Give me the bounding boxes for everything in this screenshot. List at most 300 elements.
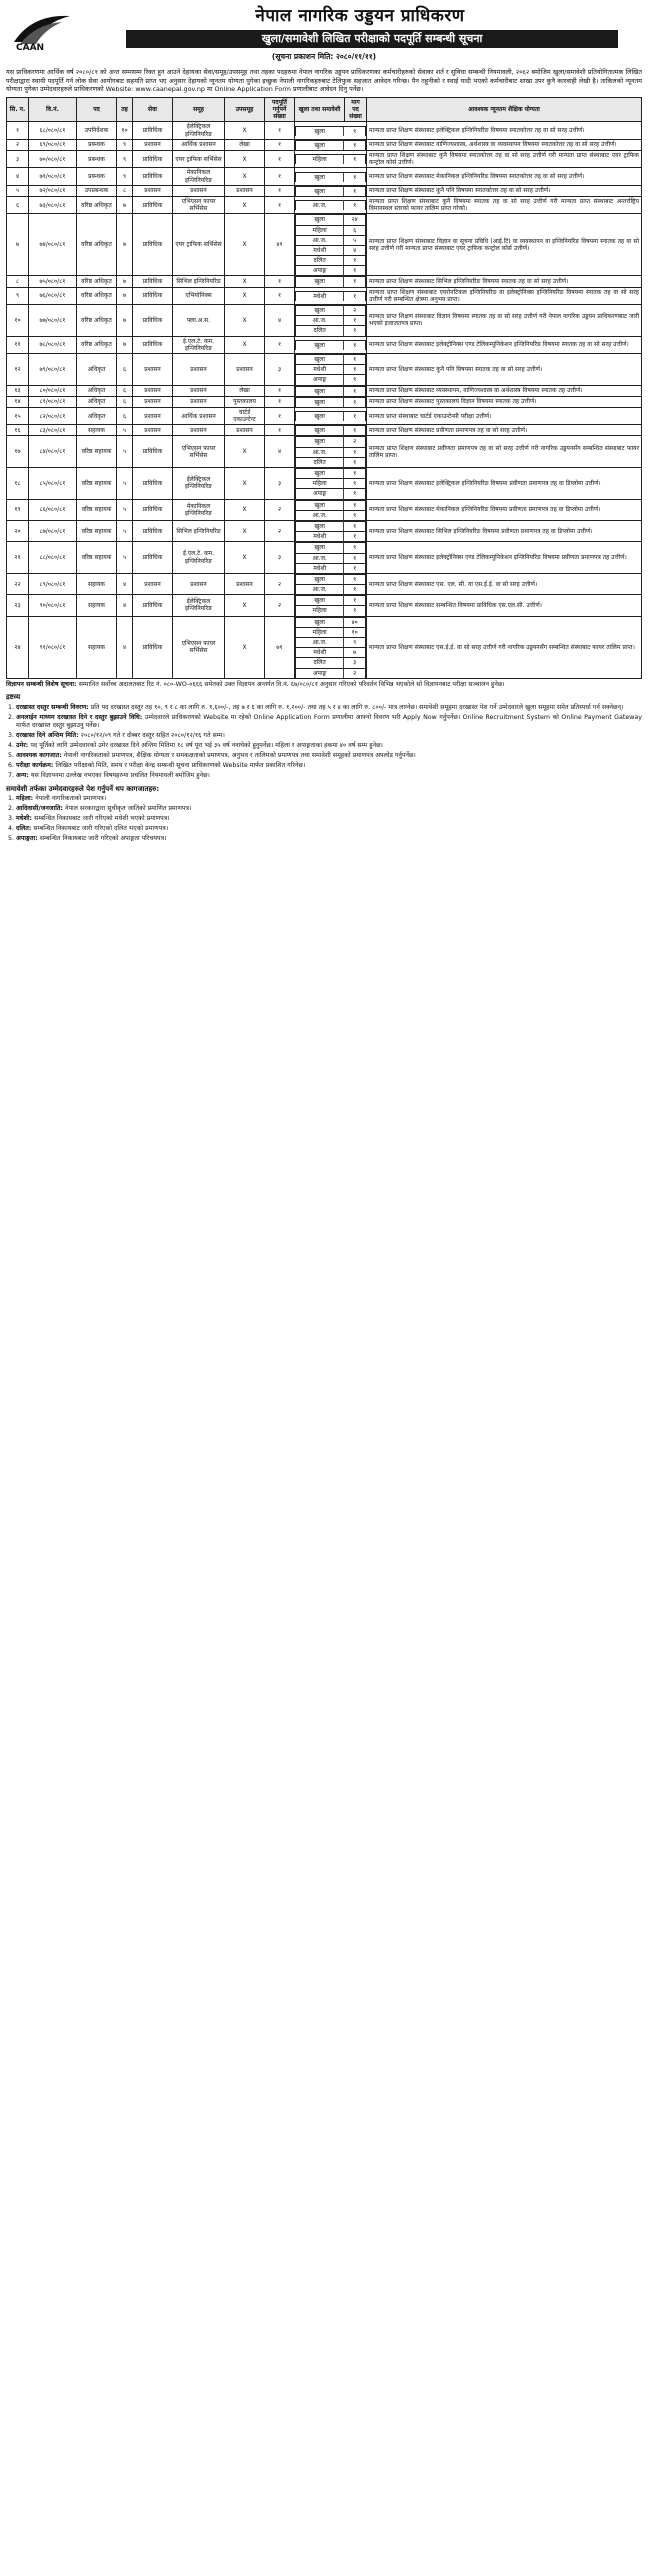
serial-number-cell: ५ [7,185,29,196]
advert-number-cell: ७५/०८०/८१ [29,276,77,287]
qualification-cell: मान्यता प्राप्त शिक्षण संस्थाबाट इलेक्ट्रिकल इन्जिनियरिङ विषयमा प्रवीणता प्रमाणपत्र तह वा डिप्लोमा उत्तीर्ण। [367,468,642,500]
quota-cell [295,520,367,541]
table-row [7,353,642,385]
group-cell: फ्ला.अ.स. [173,305,225,337]
total-posts-cell: १ [265,196,295,213]
note-text: उम्मेदवारले प्राधिकरणको Website मा रहेको Online Application Form प्रणालीमा आफ्नो विवरण भरी Apply Now गर्नुपर्नेछ। Online Recruitment System को Online Payment Gateway मार्फत दरखास्त दस्तुर बुझाउनु पर्नेछ। [16,713,642,730]
quota-count: १ [344,155,366,165]
service-cell: प्राविधिक [133,499,173,520]
total-posts-cell: १ [265,276,295,287]
total-posts-cell: ४ [265,436,295,468]
quota-cell [295,305,367,337]
quota-count: १ [344,375,366,385]
subgroup-cell: X [225,305,265,337]
group-cell: प्रशासन [173,396,225,407]
quota-count: १ [344,277,366,287]
advert-number-cell: ८९/०८०/८१ [29,573,77,594]
serial-number-cell: ९ [7,287,29,304]
post-cell: सहायक [77,573,117,594]
group-cell: प्रशासन [173,353,225,385]
level-cell: ५ [117,499,133,520]
quota-count: १ [344,186,366,196]
qualification-cell: मान्यता प्राप्त शिक्षण संस्थाबाट कुनै विषयमा स्नातक तह वा सो सरह उत्तीर्ण गरी मान्यता प्राप्त संस्थाबाट अन्तर्राष्ट्रिय विमानस्थल स्तरको फायर तालिम प्राप्त गरेको। [367,196,642,213]
post-cell: वरिष्ठ अधिकृत [77,305,117,337]
subgroup-cell: X [225,122,265,139]
serial-number-cell: १७ [7,436,29,468]
table-row [7,151,642,168]
quota-category: मधेशी [296,532,344,542]
caan-logo [10,8,74,52]
quota-category: महिला [296,627,344,637]
quota-count: ४ [344,245,366,255]
quota-count: १ [344,426,366,436]
group-cell: मेकानिकल इन्जिनियरिङ [173,168,225,185]
quota-count: १ [344,585,366,595]
group-cell: प्रशासन [173,425,225,436]
group-cell: सिभिल इन्जिनियरिङ [173,276,225,287]
group-cell: प्रशासन [173,573,225,594]
serial-number-cell: २४ [7,616,29,678]
total-posts-cell: ७१ [265,616,295,678]
level-cell: ५ [117,425,133,436]
serial-number-cell: ७ [7,214,29,276]
advert-number-cell: ७४/०८०/८१ [29,214,77,276]
quota-category: खुला [296,340,344,350]
subgroup-cell: प्रशासन [225,573,265,594]
level-cell: ७ [117,214,133,276]
qualification-cell: मान्यता प्राप्त शिक्षण संस्थाबाट कुनै पनि विषयमा स्नातकोत्तर तह वा सो सरह उत्तीर्ण। [367,185,642,196]
quota-count: १ [344,126,366,136]
quota-category: खुला [296,126,344,136]
quota-category: मधेशी [296,648,344,658]
qualification-cell: मान्यता प्राप्त शिक्षण संस्थाबाट वाणिज्यशास्त्र, अर्थशास्त्र वा व्यवस्थापन विषयमा स्नातकोत्तर तह वा सो सरह उत्तीर्ण। [367,139,642,150]
quota-count: २ [344,668,366,678]
quota-count: ३ [344,658,366,668]
group-cell: ईलेक्ट्रिकल इन्जिनियरिङ [173,468,225,500]
quota-category: आ.ज. [296,235,344,245]
quota-category: खुला [296,412,344,422]
table-row [7,436,642,468]
notice-header [6,4,642,64]
service-cell: प्राविधिक [133,287,173,304]
level-cell: ७ [117,287,133,304]
note-label: अपाङ्गता: [16,834,38,842]
quota-count: १ [344,201,366,211]
total-posts-cell: १ [265,425,295,436]
service-cell: प्रशासन [133,385,173,396]
quota-category: महिला [296,606,344,616]
note-text: सम्बन्धित निकायबाट जारी गरिएको दलित भएको प्रमाणपत्र। [33,824,169,832]
quota-category: खुला [296,426,344,436]
level-cell: ५ [117,542,133,574]
service-cell: प्राविधिक [133,520,173,541]
quota-cell [295,396,367,407]
post-cell: उपनिर्देशक [77,122,117,139]
quota-count: १ [344,266,366,276]
note-item [16,742,642,751]
subgroup-cell: लेखा [225,385,265,396]
quota-count: २ [344,437,366,447]
post-cell: उपप्रबन्धक [77,185,117,196]
group-cell: ई.एल.टे. कम. इन्जिनियरिङ [173,542,225,574]
quota-category: खुला [296,186,344,196]
total-posts-cell: २ [265,499,295,520]
subgroup-cell: X [225,595,265,616]
qualification-cell: मान्यता प्राप्त शिक्षण संस्थाबाट मेकानिकल इन्जिनियरिङ विषयमा स्नातकोत्तर तह वा सो सरह उत्तीर्ण। [367,168,642,185]
quota-count: १ [344,397,366,407]
quota-cell [295,168,367,185]
qualification-cell: मान्यता प्राप्त शिक्षण संस्थाबाट पुस्तकालय विज्ञान विषयमा स्नातक तह उत्तीर्ण। [367,396,642,407]
advert-number-cell: ६९/०८०/८१ [29,139,77,150]
quota-category: आ.ज. [296,510,344,520]
note-item [16,805,642,814]
serial-number-cell: ८ [7,276,29,287]
quota-count: १ [344,354,366,364]
quota-category: मधेशी [296,291,344,301]
level-cell: ६ [117,396,133,407]
post-cell: सहायक [77,425,117,436]
note-item [16,795,642,804]
table-row [7,468,642,500]
quota-category: खुला [296,277,344,287]
advert-number-cell: ७०/०८०/८१ [29,151,77,168]
group-cell: एयर ट्राफिक सर्भिसेस [173,151,225,168]
table-row [7,407,642,424]
service-cell: प्रशासन [133,139,173,150]
subgroup-cell: X [225,616,265,678]
table-row [7,214,642,276]
note-text: सम्बन्धित निकायबाट जारी गरिएको अपाङ्गता परिचयपत्र। [39,834,167,842]
subgroup-cell: पुस्तकालय [225,396,265,407]
quota-cell [295,407,367,424]
subgroup-cell: X [225,276,265,287]
service-cell: प्राविधिक [133,542,173,574]
subgroup-cell: X [225,214,265,276]
post-cell: वरिष्ठ सहायक [77,436,117,468]
note-label: दरखास्त दिने अन्तिम मिति: [16,732,79,740]
table-row [7,287,642,304]
total-posts-cell: १ [265,407,295,424]
advert-number-cell: ८४/०८०/८१ [29,436,77,468]
quota-category: दलित [296,658,344,668]
quota-cell [295,542,367,574]
service-cell: प्रशासन [133,396,173,407]
qualification-cell: मान्यता प्राप्त शिक्षण संस्थाबाट सिभिल इन्जिनियरिङ विषयमा प्रवीणता प्रमाणपत्र तह वा डिप्लोमा उत्तीर्ण। [367,520,642,541]
note-item [16,762,642,771]
quota-category: अपाङ्ग [296,375,344,385]
quota-count: १ [344,510,366,520]
serial-number-cell: २२ [7,573,29,594]
organization-name: नेपाल नागरिक उड्डयन प्राधिकरण [255,6,465,26]
note-label: दरखास्त दस्तुर सम्बन्धी विवरण: [16,703,89,711]
quota-category: मधेशी [296,563,344,573]
instructions-title: द्रष्टव्य [6,693,21,702]
quota-count: १ [344,479,366,489]
service-cell: प्राविधिक [133,595,173,616]
post-cell: अधिकृत [77,407,117,424]
subgroup-cell: X [225,468,265,500]
level-cell: ४ [117,573,133,594]
quota-count: ६ [344,225,366,235]
quota-category: खुला [296,437,344,447]
advert-number-cell: ७९/०८०/८१ [29,353,77,385]
service-cell: प्राविधिक [133,616,173,678]
quota-category: खुला [296,386,344,396]
advert-number-cell: ७१/०८०/८१ [29,168,77,185]
post-cell: अधिकृत [77,353,117,385]
group-cell: आर्थिक प्रशासन [173,407,225,424]
note-item [16,835,642,844]
subgroup-cell: X [225,287,265,304]
advert-number-cell: ७२/०८०/८१ [29,185,77,196]
subgroup-cell: X [225,196,265,213]
quota-category: खुला [296,306,344,316]
note-text: यस विज्ञापनमा उल्लेख नभएका विषयहरुमा प्रचलित नियमावली बमोजिम हुनेछ। [30,772,210,780]
level-cell: ४ [117,595,133,616]
qualification-cell: मान्यता प्राप्त शिक्षण संस्थाबाट व्यवस्थापन, वाणिज्यशास्त्र वा अर्थशास्त्र विषयमा स्नातक तह उत्तीर्ण। [367,385,642,396]
quota-category: अपाङ्ग [296,266,344,276]
post-cell: अधिकृत [77,385,117,396]
subgroup-cell: X [225,336,265,353]
advert-number-cell: ९१/०८०/८१ [29,616,77,678]
note-label: आदिवासी/जनजाति: [16,804,63,812]
note-label: मधेशी: [16,814,33,822]
intro-paragraph: यस प्राधिकरणमा आर्थिक वर्ष २०८०/८१ को अन्त सम्मसम्म रिक्त हुन आउने देहायका सेवा/समूह/उपसमूह तथा तहका पदहरुमा नेपाल नागरिक उड्डयन प्राधिकरणका कर्मचारीहरुको सेवाका शर्त र सुविधा सम्बन्धी नियमावली, २०६२ बमोजिम खुला/समावेशी प्रतियोगितात्मक लिखित परीक्षाद्वारा स्थायी पदपूर्ति गर्न लोक सेवा आयोगबाट सहमति प्राप्त भए अनुसार देहायको न्यूनतम योग्यता पुगेका इच्छुक नेपाली नागरिकहरुबाट टेलिफुक सहजात आवेदन गरिन्छ। पैन तहूनीको र स्थाई यादी भएको कर्मचारीबाट शाखा उपर कुनै कारवाही लेखी है। ताकिलको न्यूनतम योग्यता पुगेका उम्मेदवारहरुले प्राधिकरणको Website: www.caanepal.gov.np मा Online Application Form प्रणालीबाट आवेदन दिनु पर्नेछ। [6,68,642,94]
quota-category: खुला [296,521,344,531]
service-cell: प्रशासन [133,353,173,385]
service-cell: प्रशासन [133,573,173,594]
service-cell: प्रशासन [133,185,173,196]
table-row [7,305,642,337]
quota-cell [295,616,367,678]
total-posts-cell: २ [265,573,295,594]
note-item [16,752,642,761]
level-cell: ९ [117,139,133,150]
quota-category: खुला [296,617,344,627]
table-row [7,139,642,150]
note-item [16,714,642,731]
quota-count: १ [344,256,366,266]
column-header: आवश्यक न्यूनतम शैक्षिक योग्यता [367,97,642,122]
advert-number-cell: ७३/०८०/८१ [29,196,77,213]
service-cell: प्रशासन [133,425,173,436]
vacancy-table [6,97,642,679]
quota-cell [295,185,367,196]
table-row [7,168,642,185]
note-item [16,815,642,824]
note-text: लिखित परीक्षाको मिति, समय र परीक्षा केन्द्र सम्बन्धी सूचना प्राधिकरणको Website मार्फत प्रकाशित गरिनेछ। [55,762,306,770]
quota-count: १ [344,340,366,350]
level-cell: ५ [117,520,133,541]
total-posts-cell: १ [265,122,295,139]
total-posts-cell: १ [265,139,295,150]
table-row [7,336,642,353]
quota-count: १ [344,386,366,396]
post-cell: वरिष्ठ सहायक [77,520,117,541]
quota-count: १ [344,457,366,467]
qualification-cell: मान्यता प्राप्त शिक्षण संस्थाबाट मेकानिकल इन्जिनियरिङ विषयमा प्रवीणता प्रमाणपत्र तह वा डिप्लोमा उत्तीर्ण। [367,499,642,520]
quota-cell [295,122,367,139]
quota-category: खुला [296,469,344,479]
level-cell: ४ [117,616,133,678]
post-cell: वरिष्ठ अधिकृत [77,196,117,213]
total-posts-cell: १ [265,336,295,353]
advert-number-cell: ६८/०८०/८१ [29,122,77,139]
total-posts-cell: ३ [265,353,295,385]
quota-cell [295,196,367,213]
serial-number-cell: २३ [7,595,29,616]
post-cell: वरिष्ठ सहायक [77,542,117,574]
total-posts-cell: १ [265,168,295,185]
serial-number-cell: १५ [7,407,29,424]
serial-number-cell: १४ [7,396,29,407]
note-text: नेपाली नागरिकताको प्रमाणपत्र। [35,794,107,802]
advert-number-cell: ७८/०८०/८१ [29,336,77,353]
qualification-cell: मान्यता प्राप्त शिक्षण संस्थाबाट कुनै विषयमा स्नातकोत्तर तह वा सो सरह उत्तीर्ण गरी मान्यता प्राप्त संस्थाबाट एयर ट्राफिक कन्ट्रोल कोर्स उत्तीर्ण। [367,151,642,168]
special-note-label: विज्ञापन सम्बन्धी विशेष सूचना: [6,680,77,688]
quota-count: १ [344,521,366,531]
quota-count: १ [344,574,366,584]
column-header: सेवा [133,97,173,122]
quota-count: १ [344,365,366,375]
level-cell: ६ [117,385,133,396]
note-text: सम्बन्धित निकायबाट जारी गरिएको मधेशी भएको प्रमाणपत्र। [34,814,170,822]
subgroup-cell: चार्टर्ड एकाउन्टेन्ट [225,407,265,424]
subgroup-cell: X [225,168,265,185]
quota-count: १ [344,543,366,553]
qualification-cell: मान्यता प्राप्त शिक्षण संस्थाबाट प्रवीणता प्रमाणपत्र तह वा सो सरह उत्तीर्ण गरी नागरिक उड्डयनसँग सम्बन्धित संस्थाबाट फायर तालिम प्राप्त। [367,436,642,468]
qualification-cell: मान्यता प्राप्त शिक्षण संस्थाबाट कुनै पनि विषयमा स्नातक तह वा सो सरह उत्तीर्ण। [367,353,642,385]
quota-count: १ [344,606,366,616]
quota-count: १ [344,469,366,479]
quota-category: खुला [296,500,344,510]
serial-number-cell: ६ [7,196,29,213]
qualification-cell: मान्यता प्राप्त शिक्षण संस्थाबाट एस. एल. सी. वा एस.ई.ई. वा सो सरह उत्तीर्ण। [367,573,642,594]
inclusive-list [16,795,642,844]
note-item [16,825,642,834]
subgroup-cell: लेखा [225,139,265,150]
qualification-cell: मान्यता प्राप्त शिक्षण संस्थाबाट इलेक्ट्रोनिक्स एण्ड टेलिकम्युनिकेशन इन्जिनियरिङ विषयमा स्नातक तह वा सो सरह उत्तीर्ण। [367,336,642,353]
quota-count: १ [344,447,366,457]
advert-number-cell: ८८/०८०/८१ [29,542,77,574]
quota-count: १ [344,596,366,606]
qualification-cell: मान्यता प्राप्त शिक्षण संस्थाबाट सम्बन्धित विषयमा प्राविधिक एस.एल.सी. उत्तीर्ण। [367,595,642,616]
service-cell: प्राविधिक [133,196,173,213]
note-text: पद पूर्तिको लागि उम्मेदवारको उमेर दरखास्त दिने अन्तिम मितिमा १८ वर्ष पूरा भई ३५ वर्ष ननाघेको हुनुपर्नेछ। महिला र अपाङ्गताका हकमा ४० वर्ष सम्म हुनेछ। [30,742,383,750]
serial-number-cell: १८ [7,468,29,500]
table-row [7,425,642,436]
advert-number-cell: ७७/०८०/८१ [29,305,77,337]
level-cell: ७ [117,276,133,287]
level-cell: ७ [117,196,133,213]
note-item [16,732,642,741]
table-row [7,616,642,678]
quota-count: २४ [344,215,366,225]
quota-count: १० [344,627,366,637]
quota-count: १ [344,489,366,499]
advert-number-cell: ८०/०८०/८१ [29,385,77,396]
note-label: परीक्षा कार्यक्रम: [16,762,54,770]
quota-category: आ.ज. [296,638,344,648]
quota-category: खुला [296,543,344,553]
serial-number-cell: २१ [7,542,29,574]
qualification-cell: मान्यता प्राप्त शिक्षण संस्थाबाट एयरोनटिकल इन्जिनियरिङ वा इलेक्ट्रोनिक्स इन्जिनियरिङ विषयमा स्नातक तह वा सो सरह उत्तीर्ण गरी सम्बन्धित क्षेत्रमा अनुभव प्राप्त। [367,287,642,304]
column-header: उपसमूह [225,97,265,122]
advert-number-cell: ७६/०८०/८१ [29,287,77,304]
note-label: आवश्यक कागजात: [16,752,62,760]
quota-count: १ [344,500,366,510]
total-posts-cell: १ [265,396,295,407]
serial-number-cell: १६ [7,425,29,436]
quota-category: अपाङ्ग [296,668,344,678]
qualification-cell: मान्यता प्राप्त शिक्षण संस्थाबाट एस.ई.ई. वा सो सरह उत्तीर्ण गरी नागरिक उड्डयनसँग सम्बन्धित संस्थाबाट फायर तालिम प्राप्त। [367,616,642,678]
post-cell: प्रबन्धक [77,139,117,150]
quota-cell [295,287,367,304]
advert-number-cell: ८३/०८०/८१ [29,425,77,436]
group-cell: प्रशासन [173,385,225,396]
quota-cell [295,425,367,436]
group-cell: एयर ट्राफिक सर्भिसेस [173,214,225,276]
quota-count: १ [344,553,366,563]
group-cell: एभियोनिक्स [173,287,225,304]
quota-category: खुला [296,596,344,606]
qualification-cell: मान्यता प्राप्त शिक्षण संस्थाबाट इलेक्ट्रोनिक्स एण्ड टेलिकम्युनिकेशन इन्जिनियरिङ विषयमा प्रवीणता प्रमाणपत्र तह उत्तीर्ण। [367,542,642,574]
table-row [7,520,642,541]
post-cell: प्रबन्धक [77,168,117,185]
subgroup-cell: X [225,542,265,574]
quota-category: मधेशी [296,365,344,375]
advert-number-cell: ८७/०८०/८१ [29,520,77,541]
service-cell: प्राविधिक [133,305,173,337]
quota-cell [295,573,367,594]
quota-cell [295,595,367,616]
note-text: नेपाली नागरिकताको प्रमाणपत्र, शैक्षिक योग्यता र समकक्षताको प्रमाणपत्र, अनुभव र तालिमको प्रमाणपत्र तथा समावेशी समूहको प्रमाणपत्र अपलोड गर्नुपर्नेछ। [63,752,416,760]
quota-category: खुला [296,354,344,364]
table-header-row [7,97,642,122]
serial-number-cell: १३ [7,385,29,396]
quota-category: अपाङ्ग [296,489,344,499]
serial-number-cell: ११ [7,336,29,353]
serial-number-cell: १० [7,305,29,337]
column-header: तह [117,97,133,122]
total-posts-cell: १ [265,151,295,168]
special-note-text: सम्मानित सर्वोच्च अदालतबाट रिट नं. ०८०-WO-०६६६ समेतको उक्त विज्ञापन अन्तर्गत वि.नं. ६७/०८०/८१ अनुसार गरिएको परिवर्तन विभिन्न भएकोले सो विज्ञापनबाट परीक्षा सञ्चालन हुनेछ। [78,680,505,688]
quota-count: १ [344,326,366,336]
quota-category: दलित [296,326,344,336]
subgroup-cell: प्रशासन [225,353,265,385]
total-posts-cell: २ [265,520,295,541]
subgroup-cell: X [225,499,265,520]
quota-cell [295,468,367,500]
total-posts-cell: १ [265,385,295,396]
note-label: अन्य: [16,772,29,780]
quota-count: ४० [344,617,366,627]
notice-title: खुला/समावेशी लिखित परीक्षाको पदपूर्ति सम्बन्धी सूचना [126,30,618,48]
quota-category: खुला [296,215,344,225]
table-row [7,573,642,594]
level-cell: ७ [117,336,133,353]
quota-category: खुला [296,397,344,407]
note-text: प्रति पद दरखास्त दस्तुर तह १०, ९ र ८ का लागि रु. १,६००/-, तह ७ र ६ का लागि रु. १,२००/- तथा तह ५ र ४ का लागि रु. ८००/- मात्र लाग्नेछ। समावेशी समूहमा दरखास्त पेश गर्ने उम्मेदवारले खुला समूहमा समेत प्रतिस्पर्धा गर्न सक्नेछन्। [90,703,624,711]
quota-count: १ [344,563,366,573]
quota-category: खुला [296,172,344,182]
note-item [16,704,642,713]
service-cell: प्राविधिक [133,151,173,168]
table-row [7,122,642,139]
service-cell: प्राविधिक [133,214,173,276]
quota-category: आ.ज. [296,553,344,563]
subgroup-cell: प्रशासन [225,425,265,436]
